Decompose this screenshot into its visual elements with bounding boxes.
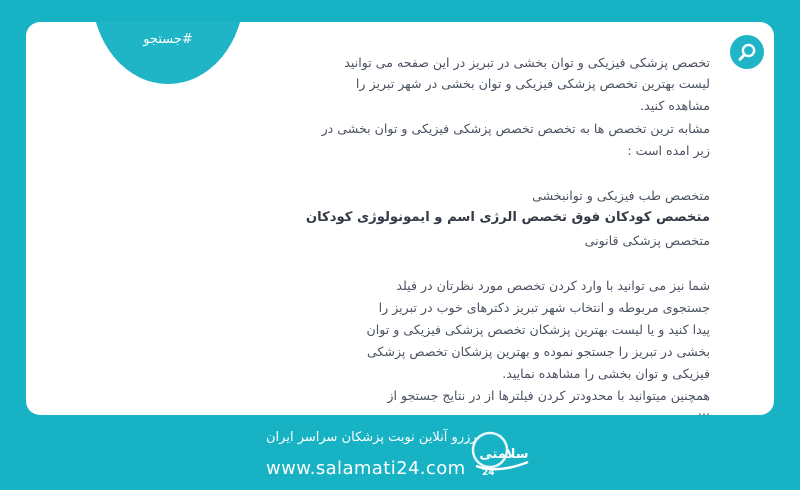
footer-website-link[interactable]: www.salamati24.com bbox=[266, 458, 466, 479]
search-icon bbox=[737, 42, 757, 62]
paragraph-line: تخصص پزشکی فیزیکی و توان بخشی در تبریز در این صفحه می توانید bbox=[344, 55, 710, 70]
paragraph-line: پیدا کنید و یا لیست بهترین پزشکان تخصص پزشکی فیزیکی و توان bbox=[366, 322, 710, 337]
paragraph-line: لیست بهترین تخصص پزشکی فیزیکی و توان بخشی در شهر تبریز را bbox=[355, 76, 710, 91]
paragraph-line: شما نیز می توانید با وارد کردن تخصص مورد نظرتان در فیلد bbox=[396, 278, 710, 293]
related-specialty-link[interactable]: متخصص پزشکی قانونی bbox=[584, 233, 710, 248]
search-button[interactable] bbox=[730, 35, 764, 69]
footer-tagline: رزرو آنلاین نوبت پزشکان سراسر ایران bbox=[266, 430, 477, 445]
content-card bbox=[26, 22, 774, 415]
svg-text:سلامتی: سلامتی bbox=[479, 447, 529, 462]
paragraph-line: فیزیکی و توان بخشی را مشاهده نمایید. bbox=[502, 366, 710, 381]
paragraph-line: بخشی در تبریز را جستجو نموده و بهترین پزشکان تخصص پزشکی bbox=[366, 344, 710, 359]
hashtag-search-link[interactable]: #جستجو bbox=[143, 32, 193, 47]
salamati24-logo[interactable] bbox=[468, 428, 540, 478]
ellipsis: ... bbox=[697, 403, 710, 415]
paragraph-line: مشابه ترین تخصص ها به تخصص تخصص پزشکی فیزیکی و توان بخشی در bbox=[321, 121, 710, 136]
paragraph-line: مشاهده کنید. bbox=[640, 98, 710, 113]
paragraph-line: جستجوی مربوطه و انتخاب شهر تبریز دکترهای خوب در تبریز را bbox=[378, 300, 710, 315]
related-specialty-link[interactable]: متخصص طب فیزیکی و توانبخشی bbox=[532, 188, 710, 203]
svg-text:24: 24 bbox=[482, 468, 495, 478]
paragraph-line: زیر امده است : bbox=[627, 143, 710, 158]
paragraph-line: همچنین میتوانید با محدودتر کردن فیلترها از در نتایج جستجو از bbox=[387, 388, 710, 403]
related-specialty-link[interactable]: متخصص کودکان فوق تخصص الرژی اسم و ایمونولوژی کودکان bbox=[305, 210, 710, 225]
